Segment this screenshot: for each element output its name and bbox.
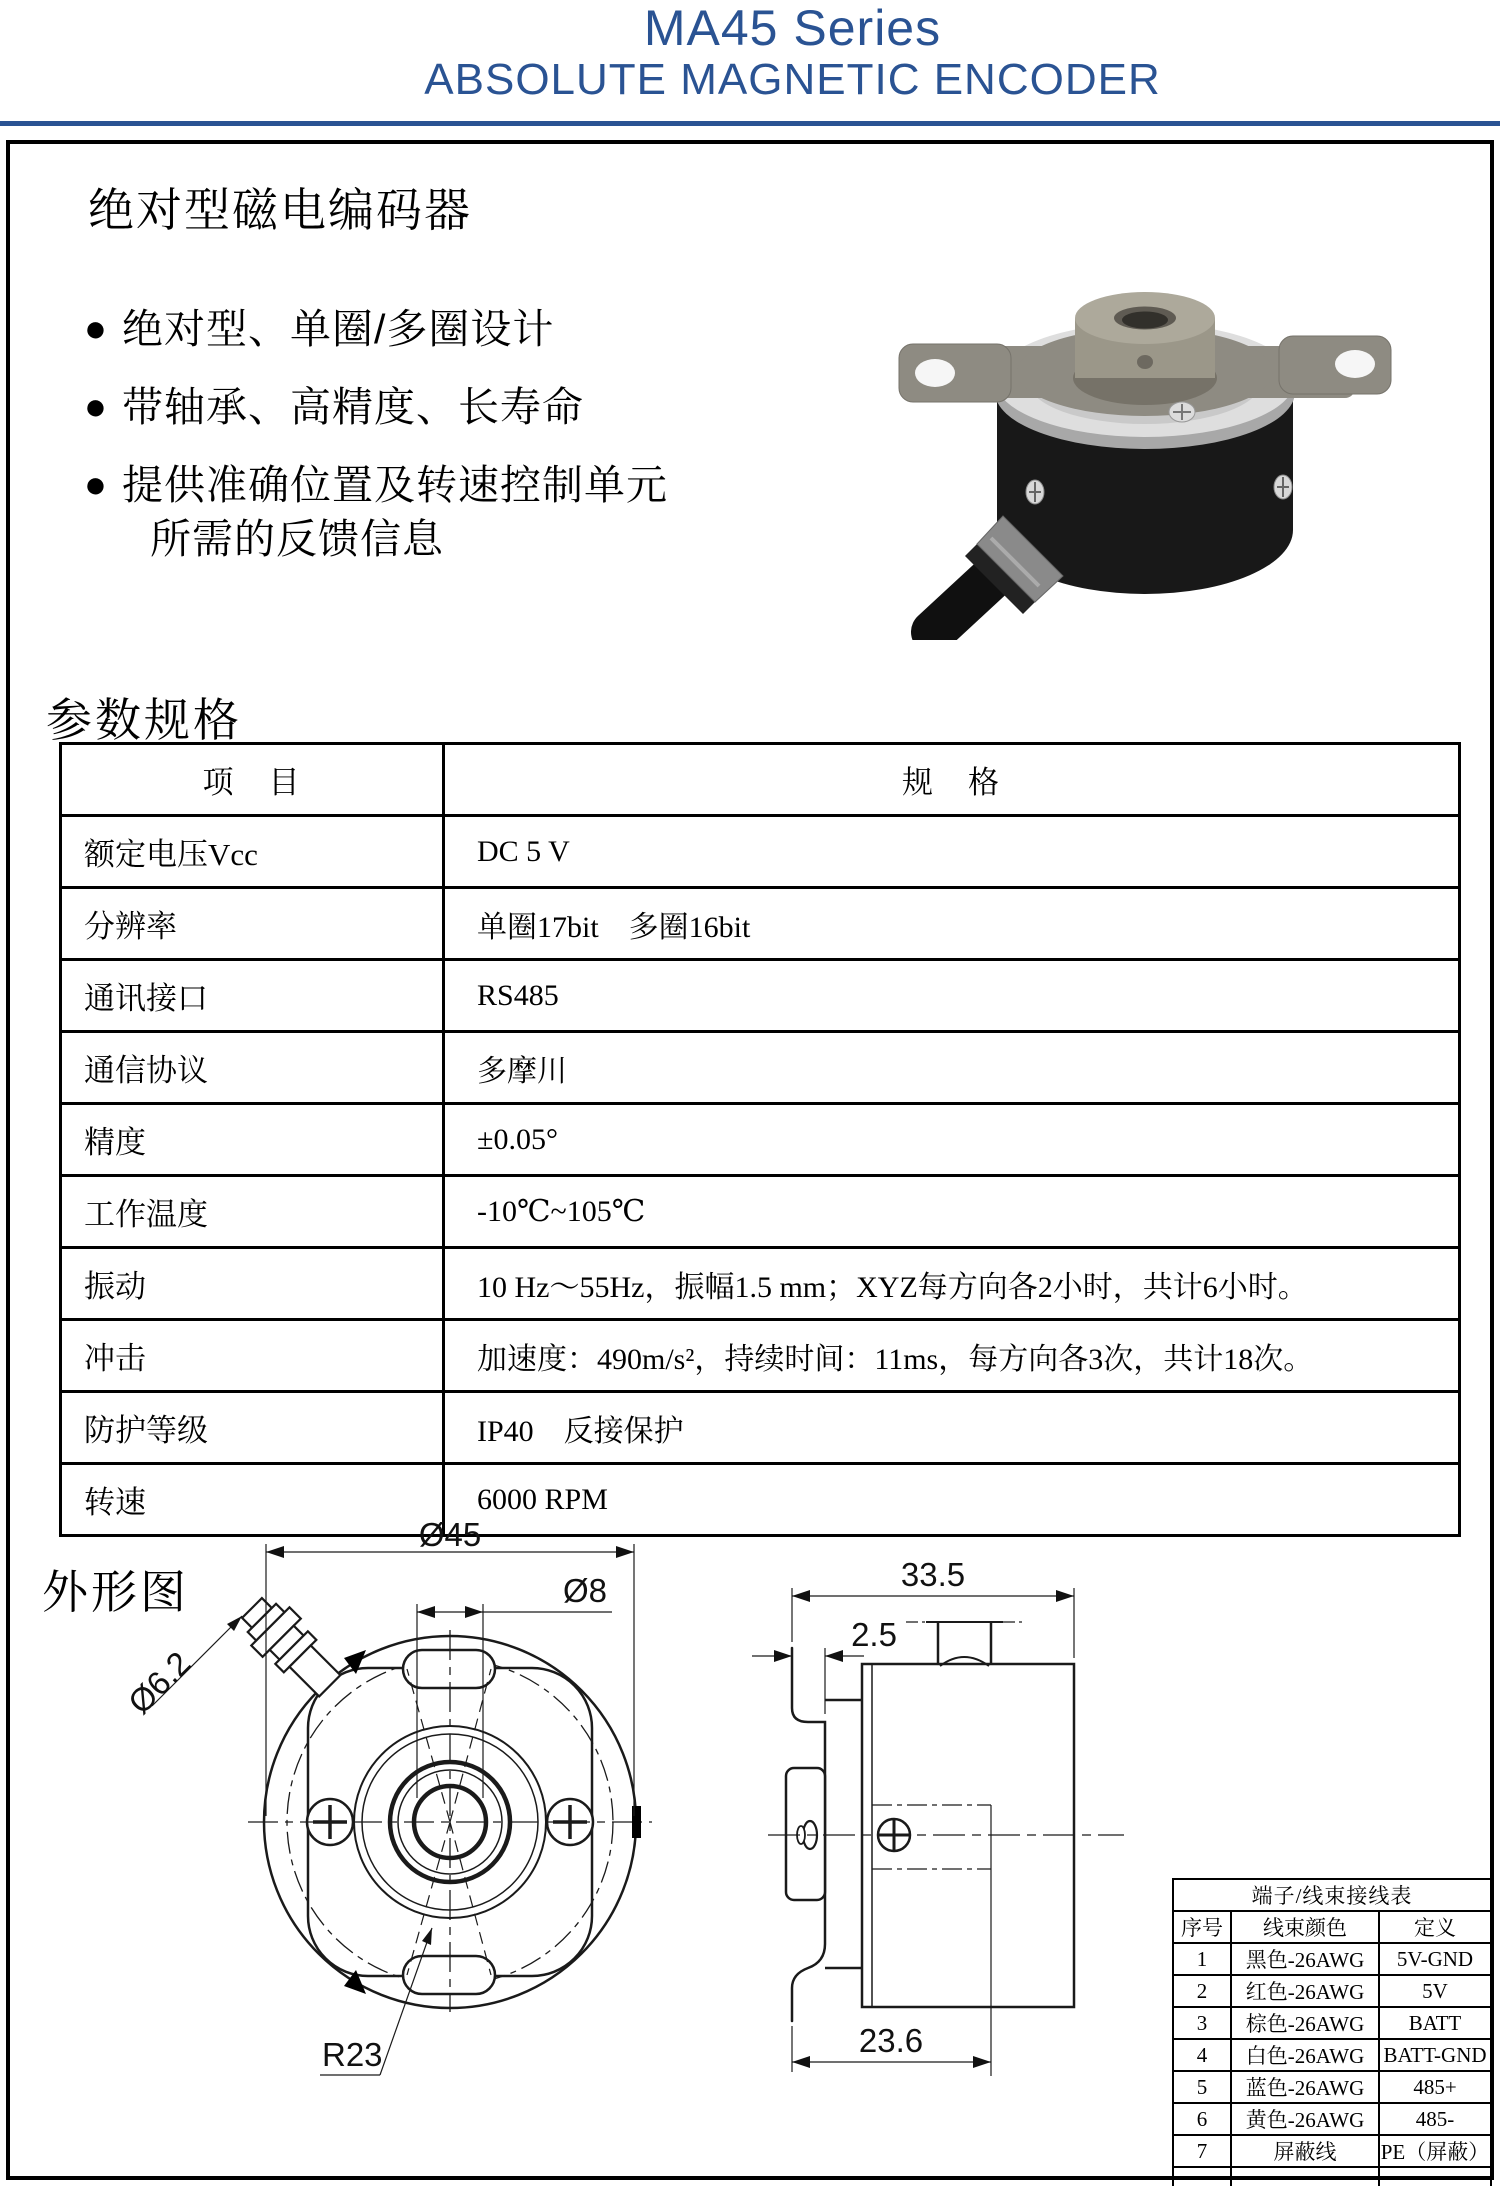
spec-col-spec: 规 格 [444,744,1460,816]
spec-value: RS485 [444,960,1460,1032]
spec-item: 转速 [61,1464,444,1536]
wiring-def: BATT [1379,2007,1491,2039]
outline-section-heading: 外形图 [42,1566,189,1618]
wiring-row [1173,2135,1491,2167]
dimension-label: 23.6 [858,2022,924,2059]
wiring-seq [1173,2167,1231,2186]
wiring-def: 5V [1379,1975,1491,2007]
page-title: MA45 Series [643,0,942,56]
spec-value: 单圈17bit 多圈16bit [444,888,1460,960]
wiring-table-title: 端子/线束接线表 [1173,1879,1491,1911]
wiring-row [1173,1943,1491,1975]
spec-row [61,1248,1460,1320]
wiring-def: 485+ [1379,2071,1491,2103]
feature-bullet [84,374,584,433]
wiring-row [1173,2007,1491,2039]
spec-item: 工作温度 [61,1176,444,1248]
spec-section-heading: 参数规格 [46,694,242,746]
spec-row [61,1392,1460,1464]
wiring-def: BATT-GND [1379,2039,1491,2071]
wiring-seq: 3 [1173,2007,1231,2039]
bullet-label: 带轴承、高精度、长寿命 [121,384,584,430]
dimension-label: Ø6.2 [120,1644,198,1721]
wiring-table [1172,1878,1492,2186]
wiring-seq: 2 [1173,1975,1231,2007]
wiring-col-color: 线束颜色 [1231,1911,1379,1943]
spec-header-row [61,744,1460,816]
header-divider [0,121,1500,126]
spec-item: 通讯接口 [61,960,444,1032]
spec-item: 冲击 [61,1320,444,1392]
spec-item: 分辨率 [61,888,444,960]
wiring-color: 屏蔽线 [1231,2135,1379,2167]
wiring-col-seq: 序号 [1173,1911,1231,1943]
wiring-col-def: 定义 [1379,1911,1491,1943]
wiring-header-row [1173,1911,1491,1943]
wiring-def [1379,2167,1491,2186]
dimension-label: R23 [322,2036,383,2073]
wiring-row [1173,2167,1491,2186]
spec-col-item: 项 目 [61,744,444,816]
side-view-drawing [752,1556,1124,2076]
bullet-continuation: 所需的反馈信息 [150,516,444,562]
wiring-color [1231,2167,1379,2186]
spec-row [61,1176,1460,1248]
content-frame [6,140,1494,2180]
wiring-def: 5V-GND [1379,1943,1491,1975]
spec-row [61,960,1460,1032]
wiring-row [1173,2071,1491,2103]
wiring-title-row [1173,1879,1491,1911]
spec-value: IP40 反接保护 [444,1392,1460,1464]
wiring-row [1173,1975,1491,2007]
dimension-label: 33.5 [900,1556,966,1593]
spec-row [61,1320,1460,1392]
spec-item: 振动 [61,1248,444,1320]
dimension-label: 2.5 [851,1616,897,1653]
spec-value: DC 5 V [444,816,1460,888]
spec-item: 额定电压Vcc [61,816,444,888]
spec-value: 6000 RPM [444,1464,1460,1536]
bullet-dot-icon: ● [84,308,108,350]
wiring-seq: 7 [1173,2135,1231,2167]
wiring-seq: 5 [1173,2071,1231,2103]
spec-row [61,816,1460,888]
wiring-row [1173,2039,1491,2071]
bullet-dot-icon: ● [84,386,108,428]
wiring-color: 棕色-26AWG [1231,2007,1379,2039]
front-view-drawing [121,1516,652,2075]
spec-row [61,888,1460,960]
bullet-label: 提供准确位置及转速控制单元 [121,462,668,508]
page-subtitle: ABSOLUTE MAGNETIC ENCODER [424,55,1161,104]
bullet-label: 绝对型、单圈/多圈设计 [121,306,555,352]
intro-title: 绝对型磁电编码器 [88,184,472,236]
spec-item: 精度 [61,1104,444,1176]
spec-table [59,742,1461,1537]
spec-item: 通信协议 [61,1032,444,1104]
bullet-dot-icon: ● [84,464,108,506]
wiring-row [1173,2103,1491,2135]
spec-row [61,1104,1460,1176]
wiring-seq: 6 [1173,2103,1231,2135]
wiring-color: 白色-26AWG [1231,2039,1379,2071]
dimension-label: Ø45 [418,1516,482,1553]
product-photo [885,240,1405,640]
spec-value: 加速度：490m/s²，持续时间：11ms，每方向各3次，共计18次。 [444,1320,1460,1392]
spec-value: 10 Hz～55Hz，振幅1.5 mm；XYZ每方向各2小时，共计6小时。 [444,1248,1460,1320]
wiring-color: 黑色-26AWG [1231,1943,1379,1975]
wiring-color: 黄色-26AWG [1231,2103,1379,2135]
wiring-def: PE（屏蔽） [1379,2135,1491,2167]
product-photo-image [885,240,1405,640]
wiring-color: 蓝色-26AWG [1231,2071,1379,2103]
dimension-label: Ø8 [562,1572,608,1609]
spec-row [61,1032,1460,1104]
wiring-seq: 4 [1173,2039,1231,2071]
wiring-seq: 1 [1173,1943,1231,1975]
spec-value: 多摩川 [444,1032,1460,1104]
spec-value: -10℃~105℃ [444,1176,1460,1248]
wiring-color: 红色-26AWG [1231,1975,1379,2007]
wiring-def: 485- [1379,2103,1491,2135]
page-header [0,0,1500,104]
feature-bullet [84,452,668,511]
spec-item: 防护等级 [61,1392,444,1464]
spec-value: ±0.05° [444,1104,1460,1176]
feature-bullet [84,296,554,355]
